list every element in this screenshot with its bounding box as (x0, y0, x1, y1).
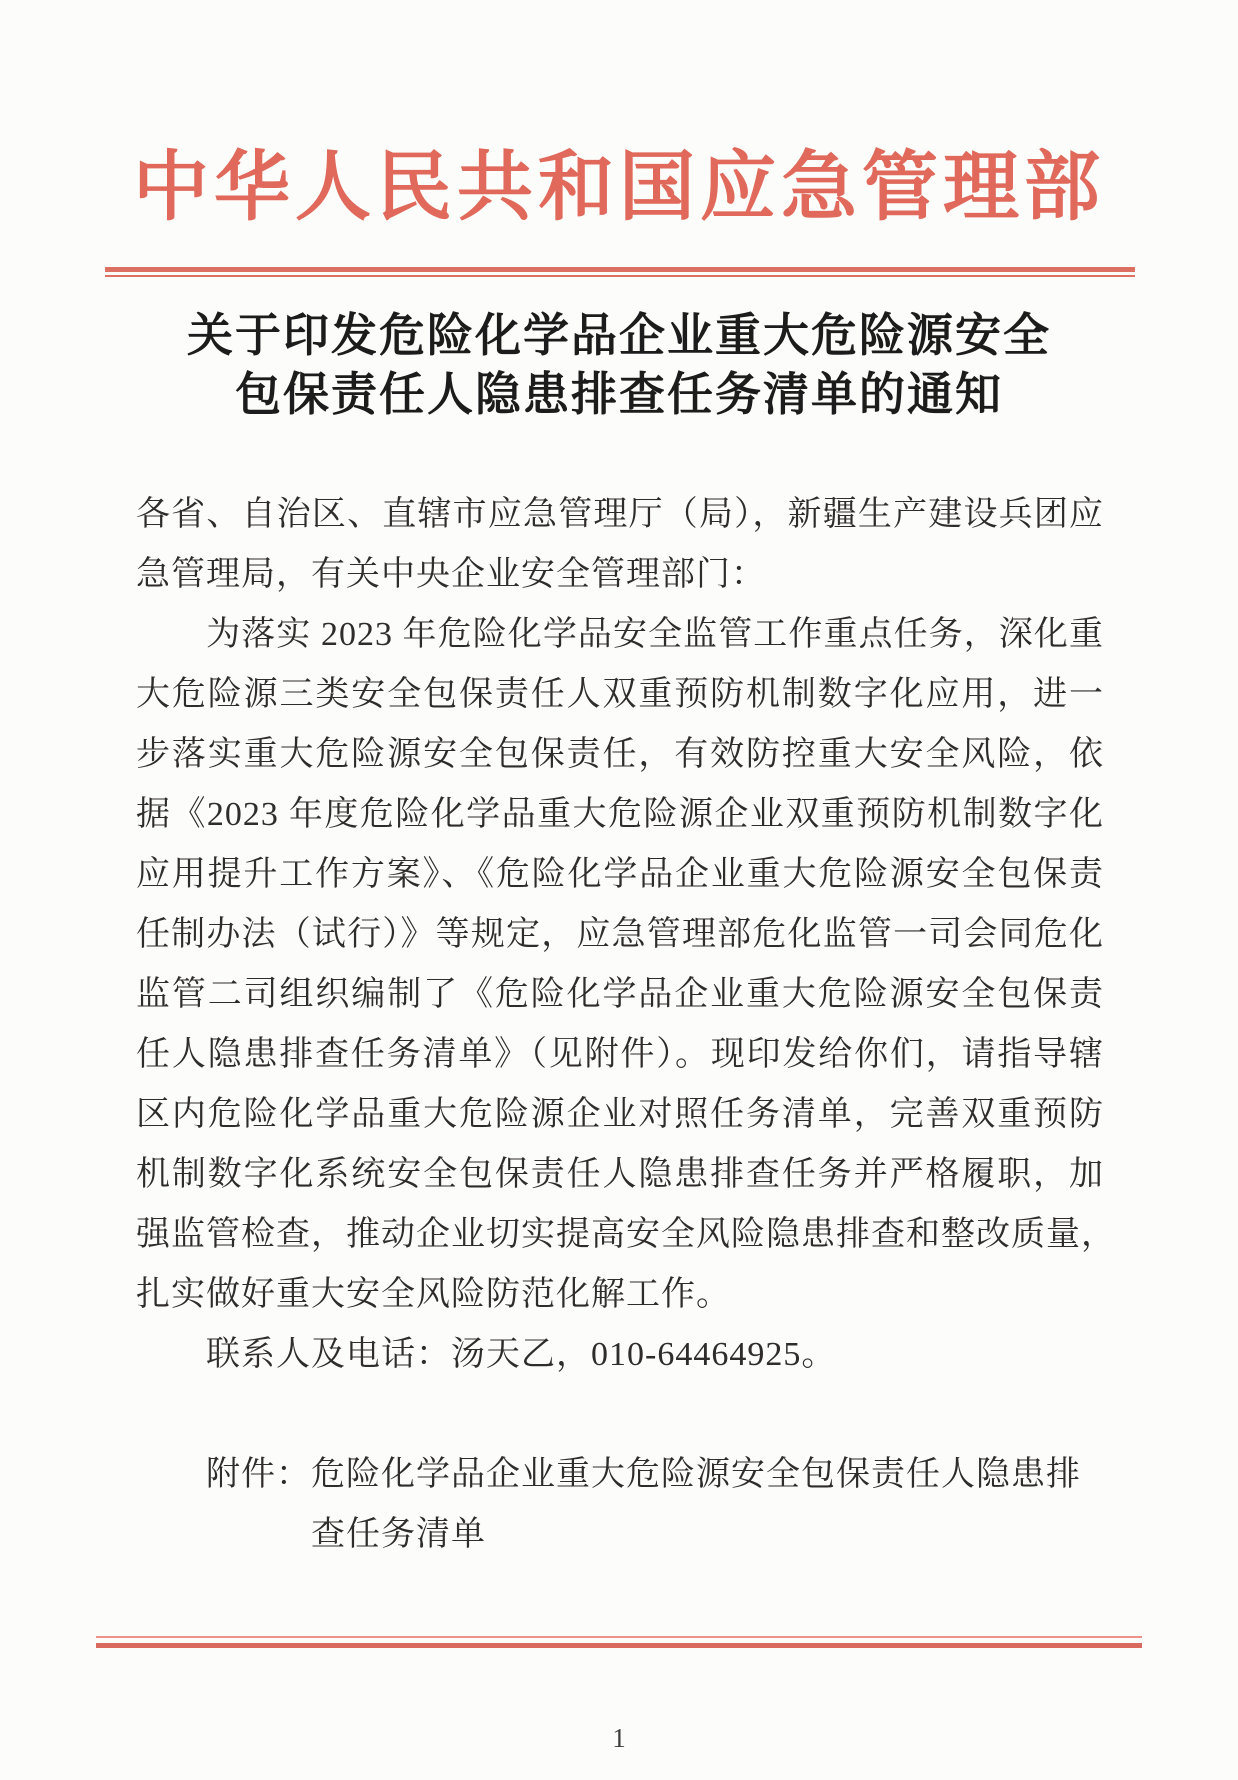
text-line: 为落实 2023 年危险化学品安全监管工作重点任务，深化重 (136, 616, 1104, 653)
text-line: 据《2023 年度危险化学品重大危险源企业双重预防机制数字化 (136, 796, 1104, 833)
document-title-line: 关于印发危险化学品企业重大危险源安全 (187, 310, 1051, 361)
text-line: 任制办法（试行）》等规定，应急管理部危化监管一司会同危化 (136, 916, 1104, 953)
masthead-title: 中华人民共和国应急管理部 (133, 146, 1105, 230)
text-line: 大危险源三类安全包保责任人双重预防机制数字化应用，进一 (136, 676, 1104, 713)
text-line: 查任务清单 (136, 1516, 486, 1553)
rule-line-bottom (96, 1643, 1142, 1648)
text-line: 急管理局，有关中央企业安全管理部门： (136, 556, 766, 593)
text-line: 任人隐患排查任务清单》（见附件）。现印发给你们，请指导辖 (136, 1036, 1104, 1073)
rule-line-bottom (105, 275, 1135, 277)
text-line: 监管二司组织编制了《危险化学品企业重大危险源安全包保责 (136, 976, 1104, 1013)
footer-double-rule (96, 1636, 1142, 1648)
page-number: 1 (612, 1723, 626, 1753)
text-line: 步落实重大危险源安全包保责任，有效防控重大安全风险，依 (136, 736, 1104, 773)
text-line (136, 1385, 1104, 1445)
document-title-line: 包保责任人隐患排查任务清单的通知 (235, 369, 1003, 420)
body-text (136, 485, 1116, 1565)
text-line: 区内危险化学品重大危险源企业对照任务清单，完善双重预防 (136, 1096, 1104, 1133)
text-line: 各省、自治区、直辖市应急管理厅（局），新疆生产建设兵团应 (136, 496, 1104, 533)
text-line: 联系人及电话：汤天乙，010-64464925。 (136, 1336, 837, 1373)
text-line: 强监管检查，推动企业切实提高安全风险隐患排查和整改质量， (136, 1216, 1116, 1253)
text-line: 扎实做好重大安全风险防范化解工作。 (136, 1276, 731, 1313)
document-title (0, 306, 1238, 424)
header-double-rule (105, 267, 1135, 277)
text-line: 机制数字化系统安全包保责任人隐患排查任务并严格履职，加 (136, 1156, 1104, 1193)
text-line: 附件：危险化学品企业重大危险源安全包保责任人隐患排 (136, 1456, 1081, 1493)
text-line: 应用提升工作方案》、《危险化学品企业重大危险源安全包保责 (136, 856, 1104, 893)
